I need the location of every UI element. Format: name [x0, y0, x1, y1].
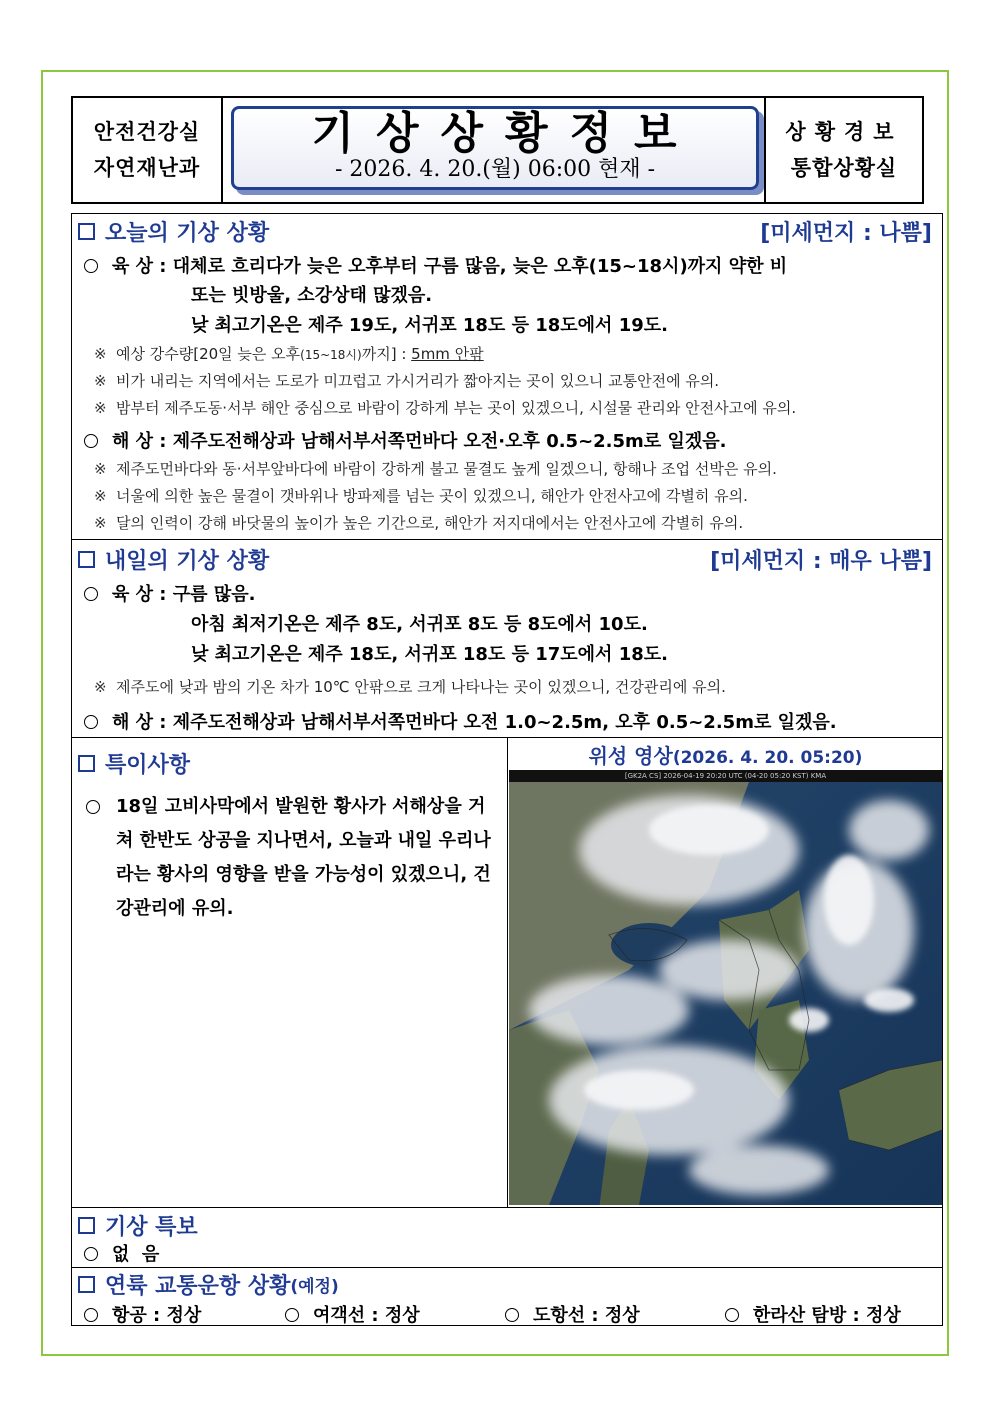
department-right-line2: 통합상황실 — [790, 156, 898, 180]
circle-bullet-icon — [84, 1247, 98, 1261]
today-note-sea2: ※ 너울에 의한 높은 물결이 갯바위나 방파제를 넘는 곳이 있겠으니, 해안가 안전사고에 각별히 유의. — [94, 487, 748, 505]
circle-bullet-icon — [505, 1308, 519, 1322]
column-divider — [507, 737, 508, 1207]
note-mark-icon: ※ — [94, 345, 107, 363]
department-left — [73, 98, 223, 202]
tomorrow-land-line1: 육 상 : 구름 많음. — [84, 580, 255, 606]
today-note-traffic: ※ 비가 내리는 지역에서는 도로가 미끄럽고 가시거리가 짧아지는 곳이 있으니 교통안전에 유의. — [94, 372, 720, 390]
today-land-line1: 육 상 : 대체로 흐리다가 늦은 오후부터 구름 많음, 늦은 오후(15~18시)까지 약한 비 — [84, 252, 787, 278]
circle-bullet-icon — [725, 1308, 739, 1322]
document-title: 기상상황정보 — [311, 108, 699, 159]
section-divider — [72, 539, 942, 540]
satellite-title: 위성 영상(2026. 4. 20. 05:20) — [588, 744, 863, 768]
today-land-line2: 또는 빗방울, 소강상태 많겠음. — [191, 285, 433, 306]
today-note-wind: ※ 밤부터 제주도동·서부 해안 중심으로 바람이 강하게 부는 곳이 있겠으니, 시설물 관리와 안전사고에 유의. — [94, 399, 797, 417]
checkbox-square-icon — [78, 223, 95, 240]
tomorrow-section-title: 내일의 기상 상황 — [78, 544, 269, 575]
document-date: - 2026. 4. 20.(월) 06:00 현재 - — [334, 157, 656, 182]
note-mark-icon: ※ — [94, 678, 107, 696]
warning-value: 없 음 — [84, 1240, 159, 1266]
today-land-line3: 낮 최고기온은 제주 19도, 서귀포 18도 등 18도에서 19도. — [191, 315, 668, 336]
note-mark-icon: ※ — [94, 514, 107, 532]
note-mark-icon: ※ — [94, 372, 107, 390]
tomorrow-dust-level: [미세먼지 : 매우 나쁨] — [710, 549, 932, 574]
circle-bullet-icon — [84, 587, 98, 601]
department-right-line1: 상황경보 — [785, 120, 903, 144]
today-dust-level: [미세먼지 : 나쁨] — [760, 221, 932, 246]
note-mark-icon: ※ — [94, 399, 107, 417]
circle-bullet-icon — [84, 715, 98, 729]
note-mark-icon: ※ — [94, 487, 107, 505]
tomorrow-note-temp: ※ 제주도에 낮과 밤의 기온 차가 10℃ 안팎으로 크게 나타나는 곳이 있겠으니, 건강관리에 유의. — [94, 678, 726, 696]
traffic-section-title: 연륙 교통운항 상황 (예정) — [78, 1269, 339, 1300]
department-right — [764, 98, 922, 202]
today-note-precip: ※ 예상 강수량[20일 늦은 오후(15~18시)까지] : 5mm 안팎 — [94, 345, 484, 363]
title-box — [231, 106, 759, 190]
report-body — [71, 213, 943, 1326]
section-divider — [72, 1207, 942, 1208]
traffic-port-ship: 도항선 : 정상 — [505, 1301, 640, 1327]
special-section-title: 특이사항 — [78, 748, 190, 779]
satellite-image-graphic — [509, 770, 942, 1205]
traffic-ferry: 여객선 : 정상 — [285, 1301, 420, 1327]
today-sea-line: 해 상 : 제주도전해상과 남해서부서쪽먼바다 오전·오후 0.5~2.5m로 일겠음. — [84, 427, 726, 453]
circle-bullet-icon — [86, 800, 100, 814]
satellite-image — [509, 770, 942, 1205]
traffic-air: 항공 : 정상 — [84, 1301, 201, 1327]
tomorrow-land-line3: 낮 최고기온은 제주 18도, 서귀포 18도 등 17도에서 18도. — [191, 644, 668, 665]
circle-bullet-icon — [84, 434, 98, 448]
today-note-sea1: ※ 제주도먼바다와 동·서부앞바다에 바람이 강하게 불고 물결도 높게 일겠으니, 항해나 조업 선박은 유의. — [94, 460, 777, 478]
circle-bullet-icon — [84, 259, 98, 273]
warning-section-title: 기상 특보 — [78, 1210, 198, 1241]
checkbox-square-icon — [78, 1276, 95, 1293]
document-header — [71, 96, 924, 204]
checkbox-square-icon — [78, 551, 95, 568]
checkbox-square-icon — [78, 755, 95, 772]
special-notice-text: 18일 고비사막에서 발원한 황사가 서해상을 거쳐 한반도 상공을 지나면서, 오늘과 내일 우리나라는 황사의 영향을 받을 가능성이 있겠으니, 건강관리에 유의. — [116, 796, 491, 919]
today-section-title: 오늘의 기상 상황 — [78, 216, 269, 247]
checkbox-square-icon — [78, 1217, 95, 1234]
department-line2: 자연재난과 — [93, 156, 201, 180]
department-line1: 안전건강실 — [93, 120, 201, 144]
today-note-sea3: ※ 달의 인력이 강해 바닷물의 높이가 높은 기간으로, 해안가 저지대에서는 안전사고에 각별히 유의. — [94, 514, 744, 532]
note-mark-icon: ※ — [94, 460, 107, 478]
traffic-hallasan: 한라산 탐방 : 정상 — [725, 1301, 901, 1327]
section-divider — [72, 1267, 942, 1268]
tomorrow-land-line2: 아침 최저기온은 제주 8도, 서귀포 8도 등 8도에서 10도. — [191, 614, 648, 635]
satellite-caption: [GK2A CS] 2026-04-19 20:20 UTC (04-20 05:20 KST) KMA — [509, 770, 942, 782]
circle-bullet-icon — [84, 1308, 98, 1322]
tomorrow-sea-line: 해 상 : 제주도전해상과 남해서부서쪽먼바다 오전 1.0~2.5m, 오후 0.5~2.5m로 일겠음. — [84, 708, 837, 734]
circle-bullet-icon — [285, 1308, 299, 1322]
